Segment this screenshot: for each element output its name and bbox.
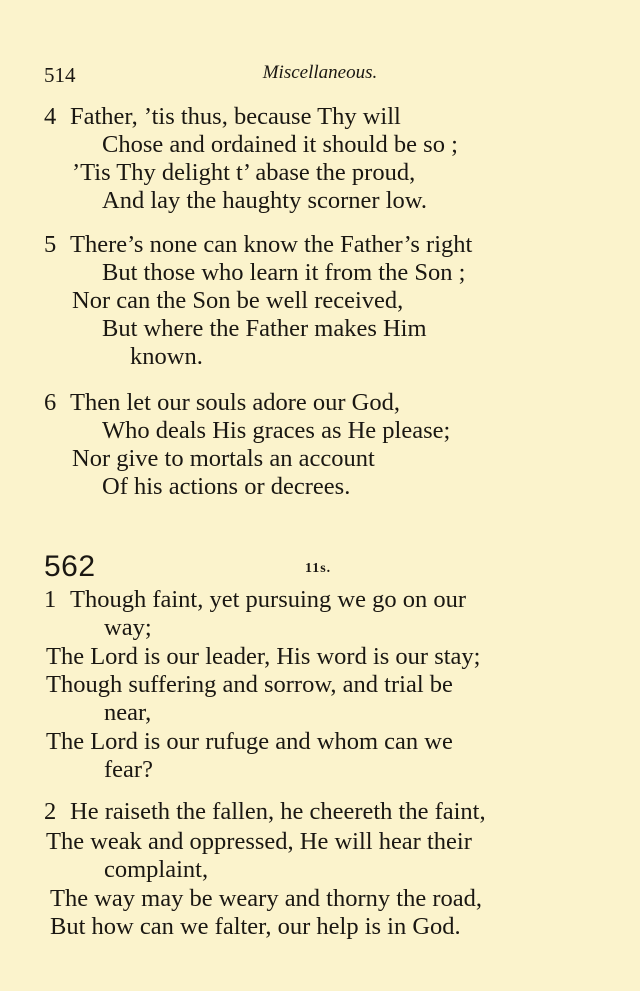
stanza-line xyxy=(44,798,486,826)
stanza-line xyxy=(44,586,466,614)
stanza-line: near, xyxy=(104,699,152,726)
running-head-title: Miscellaneous. xyxy=(262,62,378,83)
verse-number: 4 xyxy=(44,103,57,130)
stanza-line: But how can we falter, our help is in God. xyxy=(50,913,461,940)
page-number: 514 xyxy=(44,63,76,87)
verse-text: Then let our souls adore our God, xyxy=(70,389,400,416)
hymn-meter: 11s. xyxy=(305,561,332,576)
verse-number: 6 xyxy=(44,389,57,416)
verse-number: 1 xyxy=(44,586,57,613)
stanza-line: Nor give to mortals an account xyxy=(72,445,375,472)
hymn-number: 562 xyxy=(44,550,96,583)
verse-number: 2 xyxy=(44,798,57,825)
stanza-line: Who deals His graces as He please; xyxy=(102,417,451,444)
stanza-line: ’Tis Thy delight t’ abase the proud, xyxy=(72,159,416,186)
stanza-line: And lay the haughty scorner low. xyxy=(102,187,427,214)
verse-number: 5 xyxy=(44,231,57,258)
stanza-line: The Lord is our leader, His word is our stay; xyxy=(46,643,481,670)
stanza-line: Though suffering and sorrow, and trial be xyxy=(46,671,453,698)
stanza-line xyxy=(44,231,472,259)
stanza-line: complaint, xyxy=(104,856,209,883)
verse-text: Though faint, yet pursuing we go on our xyxy=(70,586,467,613)
stanza-line: fear? xyxy=(104,756,153,783)
stanza-line: The way may be weary and thorny the road, xyxy=(50,885,482,912)
verse-text: There’s none can know the Father’s right xyxy=(70,231,473,258)
verse-text: He raiseth the fallen, he cheereth the faint, xyxy=(70,798,486,825)
stanza-line: The Lord is our rufuge and whom can we xyxy=(46,728,453,755)
stanza-line: Chose and ordained it should be so ; xyxy=(102,131,458,158)
stanza-line xyxy=(44,389,400,417)
stanza-line: But those who learn it from the Son ; xyxy=(102,259,466,286)
stanza-line xyxy=(44,103,401,131)
stanza-line: The weak and oppressed, He will hear their xyxy=(46,828,472,855)
stanza-line: known. xyxy=(130,343,203,370)
verse-text: Father, ’tis thus, because Thy will xyxy=(70,103,401,130)
stanza-line: Of his actions or decrees. xyxy=(102,473,351,500)
stanza-line: But where the Father makes Him xyxy=(102,315,427,342)
stanza-line: way; xyxy=(104,614,152,641)
stanza-line: Nor can the Son be well received, xyxy=(72,287,404,314)
